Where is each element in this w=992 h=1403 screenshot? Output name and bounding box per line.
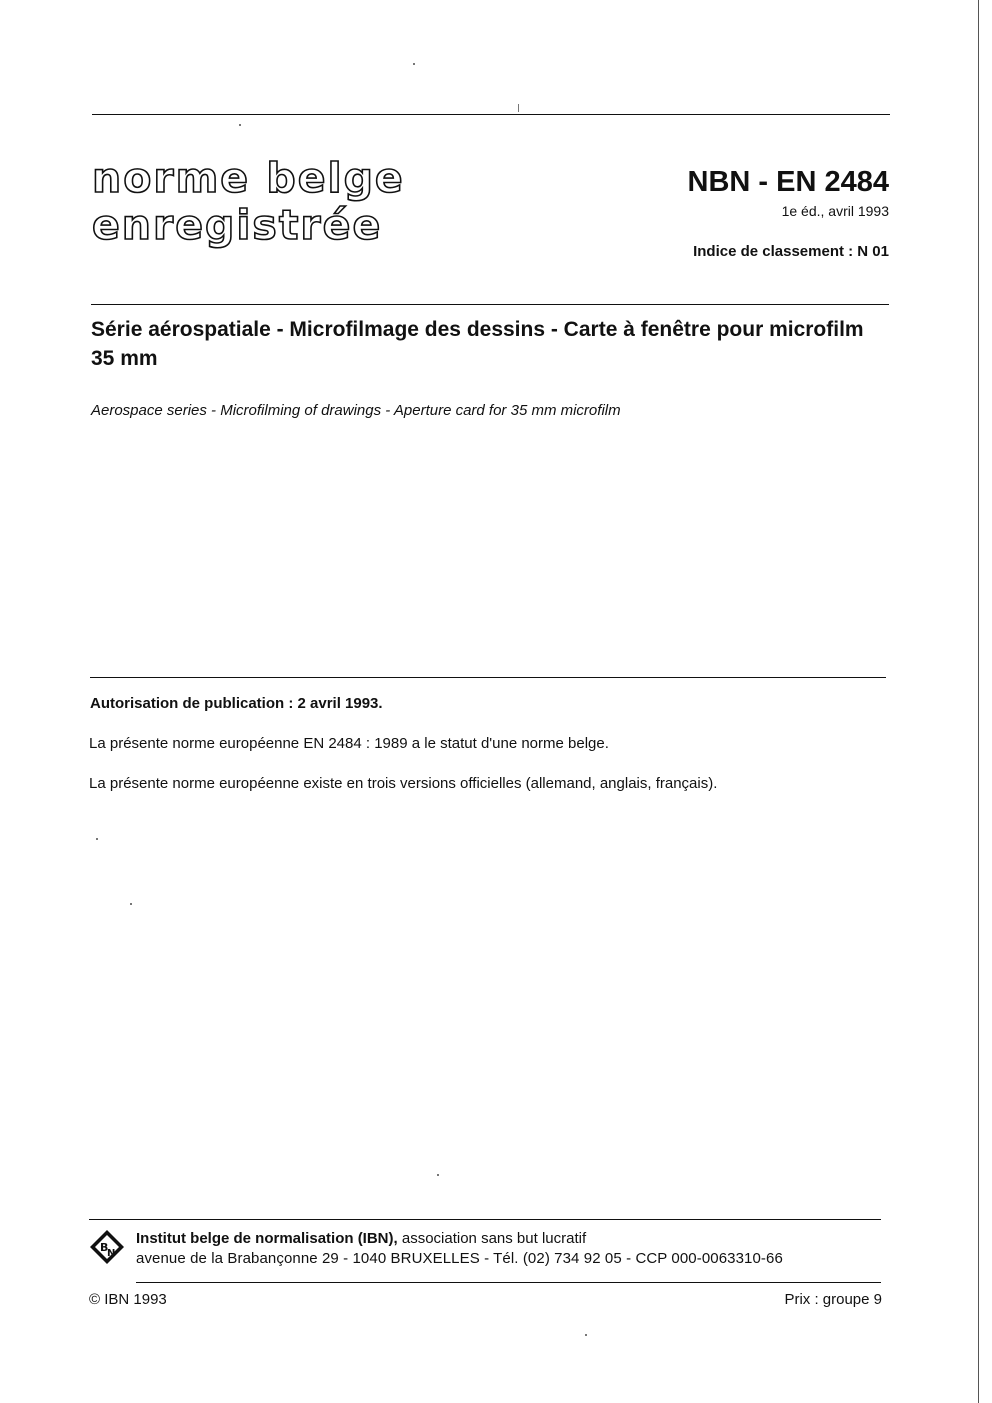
brand-line-2: enregistrée	[92, 201, 383, 249]
institute-line	[136, 1230, 586, 1247]
title-french: Série aérospatiale - Microfilmage des dessins - Carte à fenêtre pour microfilm 35 mm	[91, 318, 864, 370]
svg-text:N: N	[107, 1248, 116, 1259]
classification-index: Indice de classement : N 01	[693, 243, 889, 260]
price-group: Prix : groupe 9	[784, 1291, 882, 1308]
scan-speck	[239, 124, 241, 126]
publication-statement-2: La présente norme européenne existe en trois versions officielles (allemand, anglais, français).	[89, 775, 718, 792]
title-rule	[91, 304, 889, 305]
publication-authorisation: Autorisation de publication : 2 avril 1993.	[90, 695, 383, 712]
title-english: Aerospace series - Microfilming of drawings - Aperture card for 35 mm microfilm	[91, 402, 621, 419]
standard-code: NBN - EN 2484	[687, 166, 889, 198]
scan-speck	[518, 104, 519, 112]
publication-rule	[90, 677, 886, 678]
institute-name: Institut belge de normalisation (IBN),	[136, 1230, 398, 1247]
scan-speck	[130, 903, 132, 905]
ibn-logo-icon	[89, 1229, 125, 1265]
scan-speck	[96, 838, 98, 840]
publication-statement-1: La présente norme européenne EN 2484 : 1989 a le statut d'une norme belge.	[89, 735, 609, 752]
footer-rule-top	[89, 1219, 881, 1220]
edition-date: 1e éd., avril 1993	[781, 203, 889, 219]
institute-description: association sans but lucratif	[397, 1230, 587, 1247]
brand-line-1: norme belge	[92, 154, 405, 202]
scan-speck	[585, 1334, 587, 1336]
scan-speck	[413, 63, 415, 65]
svg-text:B: B	[100, 1241, 109, 1254]
top-rule	[92, 114, 890, 115]
footer-rule-bottom	[136, 1282, 881, 1283]
scan-speck	[437, 1174, 439, 1176]
institute-address: avenue de la Brabançonne 29 - 1040 BRUXELLES - Tél. (02) 734 92 05 - CCP 000-0063310-66	[136, 1250, 783, 1267]
copyright: © IBN 1993	[89, 1291, 167, 1308]
scan-edge	[978, 0, 979, 1403]
